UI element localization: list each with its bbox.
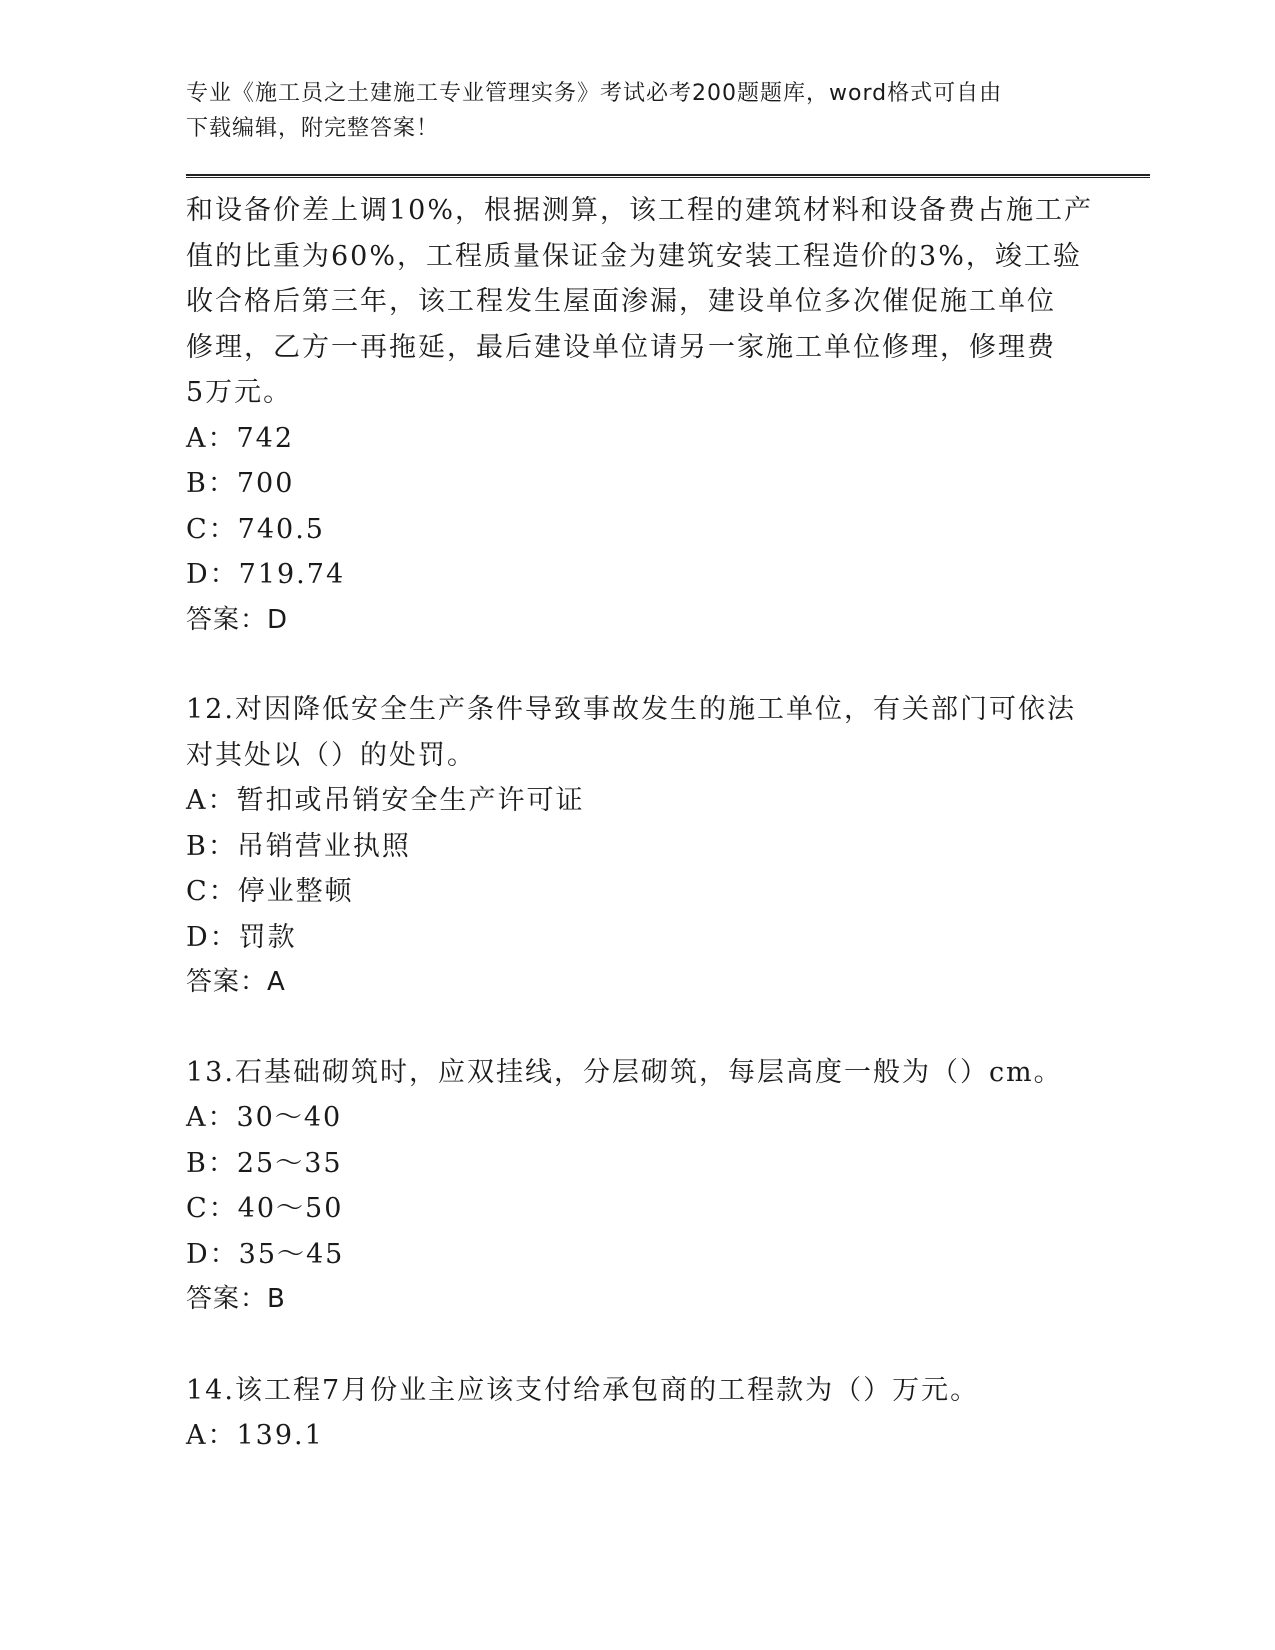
option-c: C：40～50 xyxy=(186,1193,344,1224)
answer-label: 答案：B xyxy=(186,1284,286,1314)
header-title-line-1: 专业《施工员之土建施工专业管理实务》考试必考200题题库，word格式可自由 xyxy=(186,81,1003,106)
header-divider xyxy=(186,174,1150,178)
question-text-line: 收合格后第三年，该工程发生屋面渗漏，建设单位多次催促施工单位 xyxy=(186,286,1056,317)
question-13 xyxy=(186,1050,1086,1323)
option-d: D：罚款 xyxy=(186,921,297,953)
question-12 xyxy=(186,687,1086,1006)
question-14 xyxy=(186,1368,1086,1459)
option-b: B：25～35 xyxy=(186,1147,343,1179)
header-title-line-2: 下载编辑，附完整答案！ xyxy=(186,116,440,141)
question-11 xyxy=(186,188,1094,643)
option-b: B：700 xyxy=(186,468,295,499)
option-a: A：30～40 xyxy=(186,1102,343,1133)
question-text-line: 14.该工程7月份业主应该支付给承包商的工程款为（）万元。 xyxy=(186,1374,980,1406)
option-b: B：吊销营业执照 xyxy=(186,830,411,862)
option-c: C：740.5 xyxy=(186,513,325,545)
option-c: C：停业整顿 xyxy=(186,876,354,907)
question-text-line: 13.石基础砌筑时，应双挂线，分层砌筑，每层高度一般为（）cm。 xyxy=(186,1056,1063,1088)
question-spacer xyxy=(186,1323,1086,1368)
option-a: A：暂扣或吊销安全生产许可证 xyxy=(186,785,585,816)
question-text-line: 对其处以（）的处罚。 xyxy=(186,739,476,771)
question-text-line: 12.对因降低安全生产条件导致事故发生的施工单位，有关部门可依法 xyxy=(186,694,1076,725)
option-d: D：719.74 xyxy=(186,559,346,590)
question-text-line: 和设备价差上调10%，根据测算，该工程的建筑材料和设备费占施工产 xyxy=(186,195,1094,226)
option-d: D：35～45 xyxy=(186,1238,345,1270)
answer-label: 答案：A xyxy=(186,967,286,997)
answer-label: 答案：D xyxy=(186,604,289,635)
question-spacer xyxy=(186,1006,1086,1050)
question-text-line: 修理，乙方一再拖延，最后建设单位请另一家施工单位修理，修理费 xyxy=(186,331,1056,363)
question-text-line: 5万元。 xyxy=(186,377,293,408)
option-a: A：139.1 xyxy=(186,1420,324,1451)
document-header xyxy=(186,76,1086,146)
question-text-line: 值的比重为60%，工程质量保证金为建筑安装工程造价的3%，竣工验 xyxy=(186,240,1082,272)
option-a: A：742 xyxy=(186,422,295,454)
question-spacer xyxy=(186,643,1086,687)
question-list xyxy=(186,188,1094,1459)
